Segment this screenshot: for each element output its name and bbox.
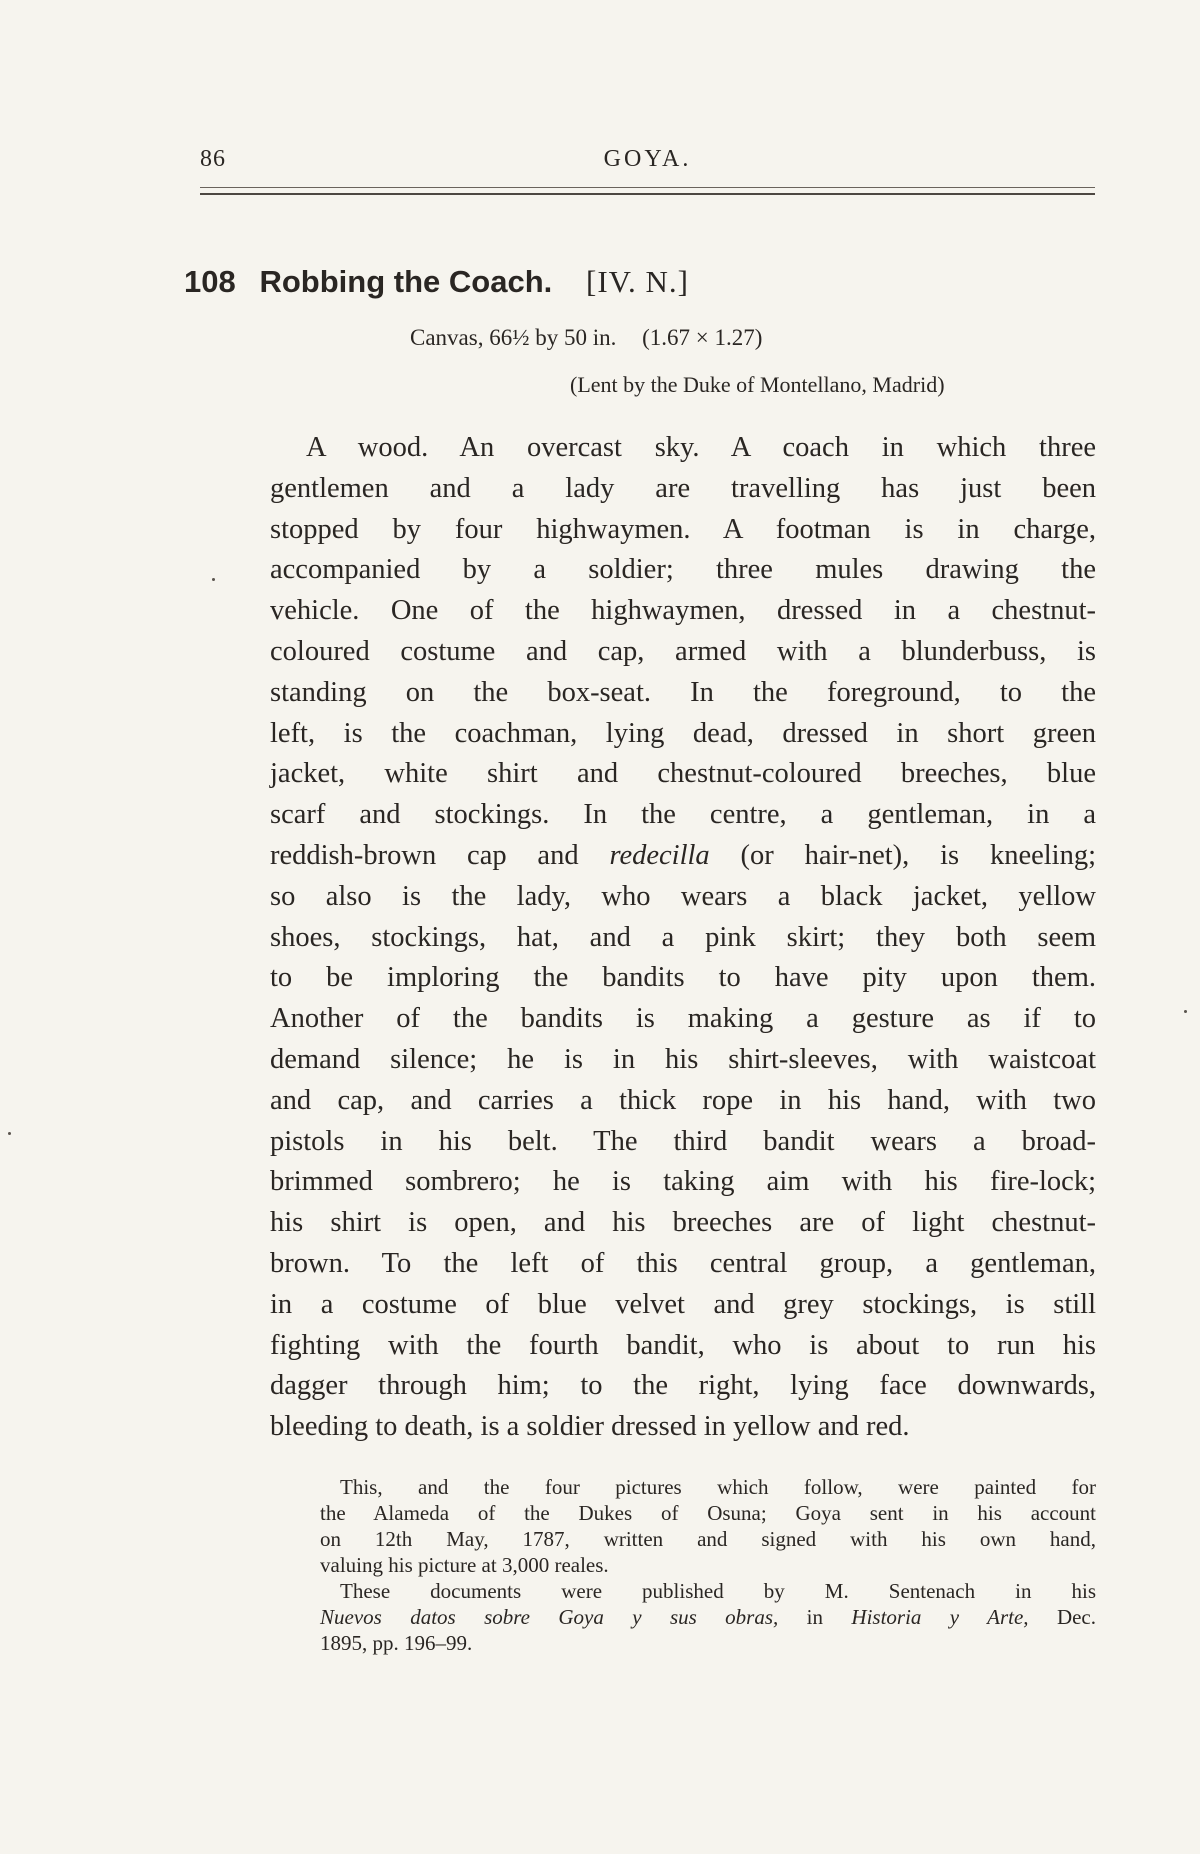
running-title: GOYA. — [603, 146, 692, 172]
description-line: bleeding to death, is a soldier dressed in yellow and red. — [270, 1411, 910, 1443]
italic-title: Nuevos datos sobre Goya y sus obras, — [320, 1605, 779, 1629]
description-line: his shirt is open, and his breeches are of light chestnut- — [270, 1207, 1096, 1239]
lender-line: (Lent by the Duke of Montellano, Madrid) — [570, 372, 945, 397]
entry-heading — [184, 264, 1084, 300]
description-line: scarf and stockings. In the centre, a gentleman, in a — [270, 799, 1096, 831]
description-paragraph — [270, 428, 1096, 1448]
size-metric: (1.67 × 1.27) — [642, 325, 763, 350]
description-line: dagger through him; to the right, lying face downwards, — [270, 1370, 1096, 1402]
description-line: brimmed sombrero; he is taking aim with his fire-lock; — [270, 1166, 1096, 1198]
header-rule-thin — [200, 187, 1095, 188]
note-line: 1895, pp. 196–99. — [320, 1631, 473, 1655]
description-line: jacket, white shirt and chestnut-coloured breeches, blue — [270, 758, 1096, 790]
note-line: These documents were published by M. Sentenach in his — [340, 1579, 1096, 1603]
description-text: (or hair-net), is kneeling; — [740, 839, 1096, 871]
description-line: pistols in his belt. The third bandit wears a broad- — [270, 1125, 1096, 1157]
header-rule-thick — [200, 193, 1095, 195]
description-line: fighting with the fourth bandit, who is about to run his — [270, 1329, 1096, 1361]
description-line: accompanied by a soldier; three mules drawing the — [270, 554, 1096, 586]
description-line: shoes, stockings, hat, and a pink skirt; they both seem — [270, 921, 1096, 953]
description-line: brown. To the left of this central group, a gentleman, — [270, 1247, 1096, 1279]
note-line: valuing his picture at 3,000 reales. — [320, 1553, 609, 1577]
note-line: the Alameda of the Dukes of Osuna; Goya sent in his account — [320, 1501, 1096, 1525]
entry-number: 108 — [184, 264, 236, 299]
description-text: reddish-brown cap and — [270, 839, 579, 871]
italic-title: Historia y Arte, — [851, 1605, 1029, 1629]
entry-title: Robbing the Coach. — [259, 264, 553, 299]
description-line: standing on the box-seat. In the foreground, to the — [270, 676, 1096, 708]
note-line — [320, 1604, 1096, 1630]
italic-term: redecilla — [609, 839, 710, 871]
description-line: A wood. An overcast sky. A coach in which three — [306, 432, 1096, 463]
description-line: vehicle. One of the highwaymen, dressed in a chestnut- — [270, 595, 1096, 627]
note-line: This, and the four pictures which follow, were painted for — [340, 1475, 1096, 1499]
description-line: stopped by four highwaymen. A footman is in charge, — [270, 513, 1096, 545]
note-line: on 12th May, 1787, written and signed with his own hand, — [320, 1527, 1096, 1551]
footnotes — [320, 1474, 1096, 1656]
description-line: so also is the lady, who wears a black jacket, yellow — [270, 880, 1096, 912]
description-line: to be imploring the bandits to have pity upon them. — [270, 962, 1096, 994]
medium: Canvas, 66½ by 50 in. — [410, 325, 617, 350]
paper-speck — [1184, 1010, 1187, 1013]
paper-speck — [212, 578, 215, 581]
note-text: in — [806, 1605, 824, 1629]
description-line: Another of the bandits is making a gesture as if to — [270, 1003, 1096, 1035]
description-line: and cap, and carries a thick rope in his hand, with two — [270, 1084, 1096, 1116]
page-number: 86 — [200, 146, 226, 172]
entry-reference: [IV. N.] — [586, 264, 689, 299]
medium-and-size — [410, 325, 762, 351]
description-line: coloured costume and cap, armed with a blunderbuss, is — [270, 635, 1096, 667]
description-line: left, is the coachman, lying dead, dressed in short green — [270, 717, 1096, 749]
description-line: in a costume of blue velvet and grey stockings, is still — [270, 1288, 1096, 1320]
description-line: demand silence; he is in his shirt-sleeves, with waistcoat — [270, 1043, 1096, 1075]
description-line — [270, 836, 1096, 877]
note-text: Dec. — [1056, 1605, 1096, 1629]
running-head — [200, 146, 1095, 176]
paper-speck — [8, 1132, 11, 1135]
description-line: gentlemen and a lady are travelling has just been — [270, 472, 1096, 504]
